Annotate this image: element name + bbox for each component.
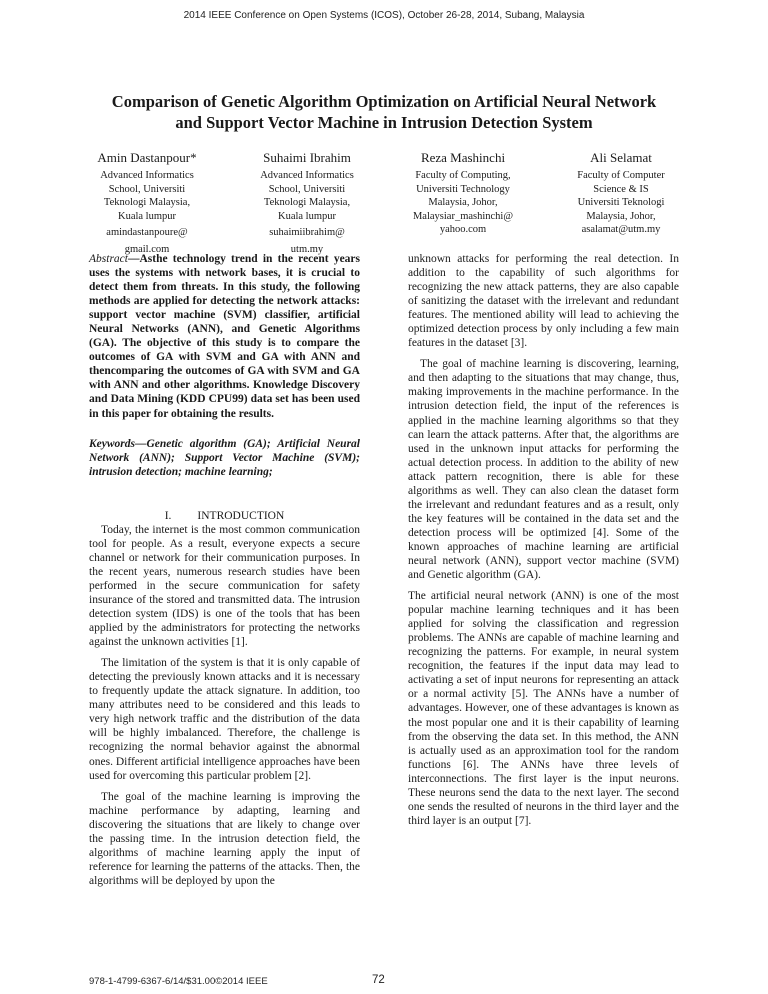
author-affiliation-line: Kuala lumpur [277, 210, 337, 222]
author-block-1 [62, 150, 232, 257]
body-paragraph: The goal of the machine learning is improving the machine performance by adapting, learning and discovering the situations that are likely to change over the passing time. In the intrusion detection field, the algorithms of machine learning apply the input of reference for learning the patterns of the attacks. Then, the algorithms will be deployed by upon the [89, 790, 360, 887]
section-number: I. [164, 509, 172, 522]
author-email-line: suhaimiibrahim@ [269, 227, 345, 239]
abstract-label: Abstract [89, 253, 128, 265]
body-paragraph: Today, the internet is the most common communication tool for people. As a result, everyone expects a secure channel or network for their communication purposes. In the recent years, numerous research studies have been performed in the secure communication for safety insurance of the stored and transmitted data. The intrusion detection system (IDS) is one of the tools that has been applied by the administrators for protecting the networks against the unknown activities [1]. [89, 523, 360, 649]
body-paragraph: unknown attacks for performing the real detection. In addition to the capability of such algorithms for recognizing the new attack patterns, they are also capable of sanitizing the dataset with the irrelevant and redundant features. The mentioned ability will lead to achieving the optimized detection process by only including a few main features in the dataset [3]. [408, 253, 679, 350]
title-line-1: Comparison of Genetic Algorithm Optimization on Artificial Neural Network [111, 92, 657, 111]
conference-header: 2014 IEEE Conference on Open Systems (ICOS), October 26-28, 2014, Subang, Malaysia [183, 10, 585, 21]
author-affiliation-line: Teknologi Malaysia, [103, 197, 191, 209]
author-email-line: Malaysiar_mashinchi@ [412, 210, 514, 222]
author-affiliation-line: Malaysia, Johor, [428, 197, 498, 209]
author-affiliation-line: Advanced Informatics [100, 170, 194, 181]
author-affiliation-line: Universiti Teknologi [577, 197, 665, 209]
author-affiliation-line: Kuala lumpur [117, 210, 177, 222]
author-affiliation-line: Malaysia, Johor, [586, 210, 656, 222]
left-column [89, 252, 360, 888]
author-affiliation-line: Faculty of Computing, [415, 170, 511, 181]
right-column [408, 252, 679, 828]
author-block-4 [536, 150, 706, 237]
copyright-notice: 978-1-4799-6367-6/14/$31.00©2014 IEEE [89, 976, 268, 987]
author-block-3 [378, 150, 548, 237]
author-name: Reza Mashinchi [420, 150, 506, 165]
author-email-line: utm.my [290, 243, 324, 255]
abstract [89, 252, 360, 421]
section-heading-introduction [89, 509, 360, 523]
author-email-line: yahoo.com [439, 224, 487, 236]
page-number: 72 [372, 974, 385, 986]
body-paragraph: The limitation of the system is that it is only capable of detecting the previously known attacks and it is necessary to frequently update the attack signature. In addition, too many attributes need to be considered and this leads to very high network traffic and the distribution of the data will be highly imbalanced. Therefore, the challenge is recognizing the normal behavior against the abnormal ones. Different artificial intelligence approaches have been used for overcoming this particular problem [2]. [89, 657, 360, 782]
author-affiliation-line: Teknologi Malaysia, [263, 197, 351, 209]
author-affiliation-line: Advanced Informatics [260, 170, 354, 181]
author-email-line: gmail.com [124, 243, 170, 255]
paper-title [60, 91, 708, 133]
section-title: INTRODUCTION [197, 509, 285, 522]
author-email-line: amindastanpoure@ [106, 227, 188, 239]
author-name: Amin Dastanpour* [97, 150, 197, 165]
author-name: Ali Selamat [590, 150, 652, 165]
author-email-line: asalamat@utm.my [581, 224, 661, 236]
author-name: Suhaimi Ibrahim [263, 150, 351, 165]
author-affiliation-line: School, Universiti [268, 183, 346, 195]
abstract-text: —Asthe technology trend in the recent years uses the systems with network bases, it is crucial to detect them from threats. In this study, the following methods are applied for detecting the network attacks: support vector machine (SVM) classifier, artificial Neural Networks (ANN), and Genetic Algorithms (GA). The objective of this study is to compare the outcomes of GA with SVM and GA with ANN and thencomparing the outcomes of GA with SVM and GA with ANN and other algorithms. Knowledge Discovery and Data Mining (KDD CPU99) data set has been used in this paper for obtaining the results. [89, 253, 360, 420]
title-line-2: and Support Vector Machine in Intrusion Detection System [175, 113, 593, 132]
author-affiliation-line: School, Universiti [108, 183, 186, 195]
author-affiliation-line: Faculty of Computer [577, 170, 665, 181]
author-block-2 [222, 150, 392, 257]
body-paragraph: The goal of machine learning is discovering, learning, and then adapting to the situations that may change, thus, making improvements in the machine performance. In the intrusion detection field, the input of the references is applied in the machine learning algorithms so that they can learn the attack patterns. After that, the algorithms are used in the unknown input attacks for performing the actual detection process. In addition to the ability of new attack pattern recognition, there is able for these algorithms as well. They can also clean the dataset form the irrelevant and redundant features and as a result, only the key features will be contained in the data set and the detection process will be optimized [4]. Some of the known approaches of machine learning are artificial neural network (ANN), support vector machine (SVM) and Genetic algorithm (GA). [408, 358, 679, 582]
keywords: Keywords—Genetic algorithm (GA); Artificial Neural Network (ANN); Support Vector Machine (SVM); intrusion detection; machine learning; [89, 437, 360, 478]
body-paragraph: The artificial neural network (ANN) is one of the most popular machine learning techniques and it has been applied for solving the classification and regression problems. The ANNs are capable of machine learning and recognizing the patterns. For example, in neural system recognition, the features if the input data may lead to activating a set of input neurons for representing an attack or a normal activity [5]. The ANNs have a number of advantages. However, one of these advantages is known as the most popular one and it is their capability of learning from the observing the data set. In this method, the ANN is actually used as an approximation tool for the random functions [6]. The ANNs have three levels of interconnections. The first layer is the input neurons. These neurons send the data to the next layer. The second one sends the resulted of neurons in the third layer and the third layer is an output [7]. [408, 590, 679, 827]
author-affiliation-line: Science & IS [593, 183, 649, 195]
author-affiliation-line: Universiti Technology [416, 183, 510, 195]
